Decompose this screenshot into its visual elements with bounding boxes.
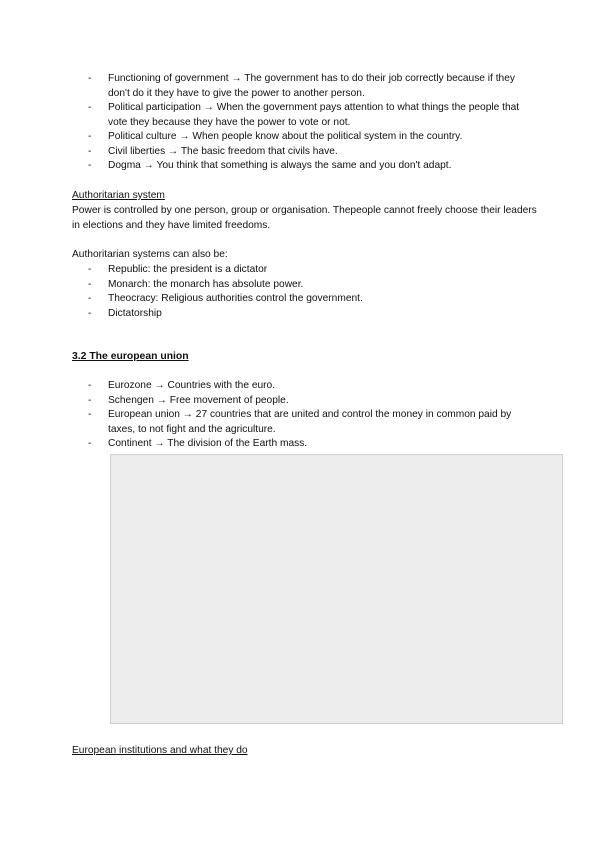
authoritarian-types-list [88, 263, 528, 321]
list-item [88, 263, 528, 278]
dash-bullet: - [88, 394, 92, 406]
list-item-text: Dictatorship [108, 307, 162, 319]
dash-bullet: - [88, 307, 92, 319]
list-item-text: Continent → The division of the Earth mass. [108, 438, 308, 449]
dash-bullet: - [88, 131, 92, 142]
dash-bullet: - [88, 293, 92, 304]
dash-bullet: - [88, 160, 92, 171]
dash-bullet: - [88, 409, 92, 420]
list-item-text: Monarch: the monarch has absolute power. [108, 278, 304, 290]
eu-terms-list [88, 379, 528, 452]
list-item-text: Schengen → Free movement of people. [108, 394, 289, 406]
list-item [88, 307, 528, 322]
list-item-text: Eurozone → Countries with the euro. [108, 380, 276, 391]
list-item [88, 292, 528, 307]
dash-bullet: - [88, 264, 92, 275]
list-item [88, 437, 528, 452]
list-item-text: European union → 27 countries that are united and control the money in common paid by taxes, to not fight and the agriculture. [108, 409, 512, 435]
dash-bullet: - [88, 278, 92, 290]
list-item-text: Functioning of government → The government has to do their job correctly because if they don't do it they have to give the power to another person. [108, 73, 515, 99]
list-item [88, 72, 528, 101]
authoritarian-heading: Authoritarian system [72, 190, 165, 201]
authoritarian-intro: Authoritarian systems can also be: [72, 249, 228, 260]
dash-bullet: - [88, 380, 92, 391]
list-item-text: Political participation → When the government pays attention to what things the people that vote they because they have the power to vote or not. [108, 102, 520, 128]
list-item-text: Republic: the president is a dictator [108, 264, 268, 275]
dash-bullet: - [88, 73, 92, 84]
authoritarian-body: Power is controlled by one person, group or organisation. Thepeople cannot freely choose their leaders in elections and they have limited freedoms. [72, 205, 537, 231]
list-item [88, 145, 528, 160]
list-item-text: Civil liberties → The basic freedom that civils have. [108, 145, 338, 157]
list-item [88, 101, 528, 130]
section-heading: 3.2 The european union [72, 351, 189, 362]
dash-bullet: - [88, 102, 92, 113]
list-item [88, 394, 528, 409]
list-item-text: Political culture → When people know about the political system in the country. [108, 131, 463, 142]
list-item [88, 130, 528, 145]
list-item [88, 159, 528, 174]
list-item [88, 408, 528, 437]
political-terms-list [88, 72, 528, 174]
image-placeholder [110, 454, 563, 724]
list-item-text: Theocracy: Religious authorities control the government. [108, 293, 363, 304]
list-item [88, 379, 528, 394]
list-item [88, 278, 528, 293]
list-item-text: Dogma → You think that something is always the same and you don't adapt. [108, 160, 452, 171]
dash-bullet: - [88, 438, 92, 449]
institutions-heading: European institutions and what they do [72, 745, 248, 756]
dash-bullet: - [88, 145, 92, 157]
